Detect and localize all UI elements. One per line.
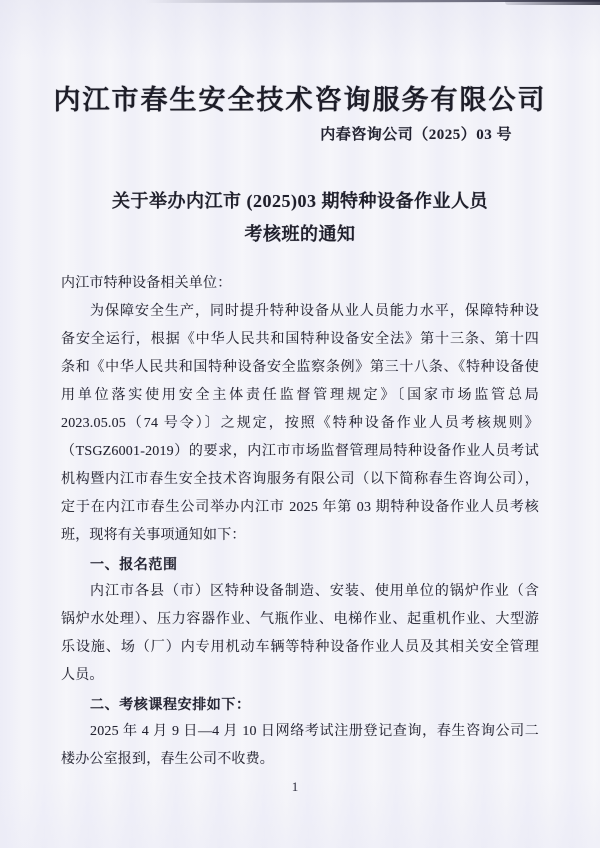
notice-title <box>0 185 600 251</box>
section-1-heading: 一、报名范围 <box>90 556 178 572</box>
section-2-line: 楼办公室报到，春生公司不收费。 <box>61 752 274 767</box>
paragraph-1-line: 用单位落实使用安全主体责任监督管理规定》〔国家市场监管总局 <box>61 388 539 403</box>
paragraph-1-line: 机构暨内江市春生安全技术咨询服务有限公司（以下简称春生咨询公司）， <box>61 472 539 487</box>
section-2-heading: 二、考核课程安排如下： <box>90 696 251 712</box>
paragraph-1-line: 2023.05.05（74 号令）〕之规定，按照《特种设备作业人员考核规则》 <box>61 416 539 431</box>
section-1-line: 内江市各县（市）区特种设备制造、安装、使用单位的锅炉作业（含 <box>90 584 539 599</box>
section-1-line: 锅炉水处理）、压力容器作业、气瓶作业、电梯作业、起重机作业、大型游 <box>61 612 539 627</box>
paragraph-1-line: 条和《中华人民共和国特种设备安全监察条例》第三十八条、《特种设备使 <box>61 360 539 375</box>
paragraph-1-line: 班，现将有关事项通知如下： <box>61 528 246 543</box>
paragraph-1-line: 为保障安全生产，同时提升特种设备从业人员能力水平，保障特种设 <box>90 304 539 319</box>
notice-title-line-1: 关于举办内江市 (2025)03 期特种设备作业人员 <box>112 191 488 211</box>
section-1-line: 人员。 <box>61 668 104 683</box>
salutation-line: 内江市特种设备相关单位： <box>61 276 232 291</box>
scanner-edge-corner-artifact <box>505 0 600 5</box>
company-title: 内江市春生安全技术咨询服务有限公司 <box>53 85 547 115</box>
notice-body <box>61 270 539 774</box>
paragraph-1-line: 备安全运行，根据《中华人民共和国特种设备安全法》第十三条、第十四 <box>61 332 539 347</box>
document-number: 内春咨询公司（2025）03 号 <box>320 127 512 143</box>
paragraph-1-line: 定于在内江市春生公司举办内江市 2025 年第 03 期特种设备作业人员考核 <box>61 500 539 515</box>
section-2-line: 2025 年 4 月 9 日—4 月 10 日网络考试注册登记查询，春生咨询公司二 <box>90 724 539 739</box>
page-number: 1 <box>291 779 299 794</box>
paragraph-1-line: （TSGZ6001-2019）的要求，内江市市场监督管理局特种设备作业人员考试 <box>61 444 539 459</box>
section-1-line: 乐设施、场（厂）内专用机动车辆等特种设备作业人员及其相关安全管理 <box>61 640 539 655</box>
notice-title-line-2: 考核班的通知 <box>244 224 356 244</box>
